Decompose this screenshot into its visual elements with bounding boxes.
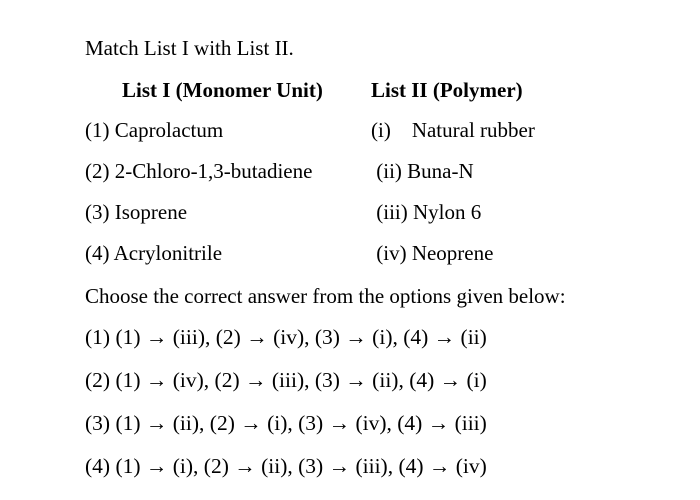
list-2-item: (iii) Nylon 6 [371,200,482,224]
list-2-header: List II (Polymer) [371,78,523,102]
list-1-item: (1) Caprolactum [85,118,224,142]
list-2-item: (iv) Neoprene [371,241,494,265]
list-2-item: (i) Natural rubber [371,118,535,142]
answer-option-2[interactable]: (2) (1) → (iv), (2) → (iii), (3) → (ii), (4) → (i) [85,368,487,392]
question-prompt: Match List I with List II. [85,36,294,60]
list-1-item: (2) 2-Chloro-1,3-butadiene [85,159,313,183]
list-1-header: List I (Monomer Unit) [122,78,323,102]
answer-option-3[interactable]: (3) (1) → (ii), (2) → (i), (3) → (iv), (4) → (iii) [85,411,487,435]
answer-option-4[interactable]: (4) (1) → (i), (2) → (ii), (3) → (iii), (4) → (iv) [85,454,487,478]
answer-option-1[interactable]: (1) (1) → (iii), (2) → (iv), (3) → (i), (4) → (ii) [85,325,487,349]
list-1-item: (3) Isoprene [85,200,188,224]
list-2-item: (ii) Buna-N [371,159,474,183]
instruction-text: Choose the correct answer from the options given below: [85,284,566,308]
list-1-item: (4) Acrylonitrile [85,241,223,265]
